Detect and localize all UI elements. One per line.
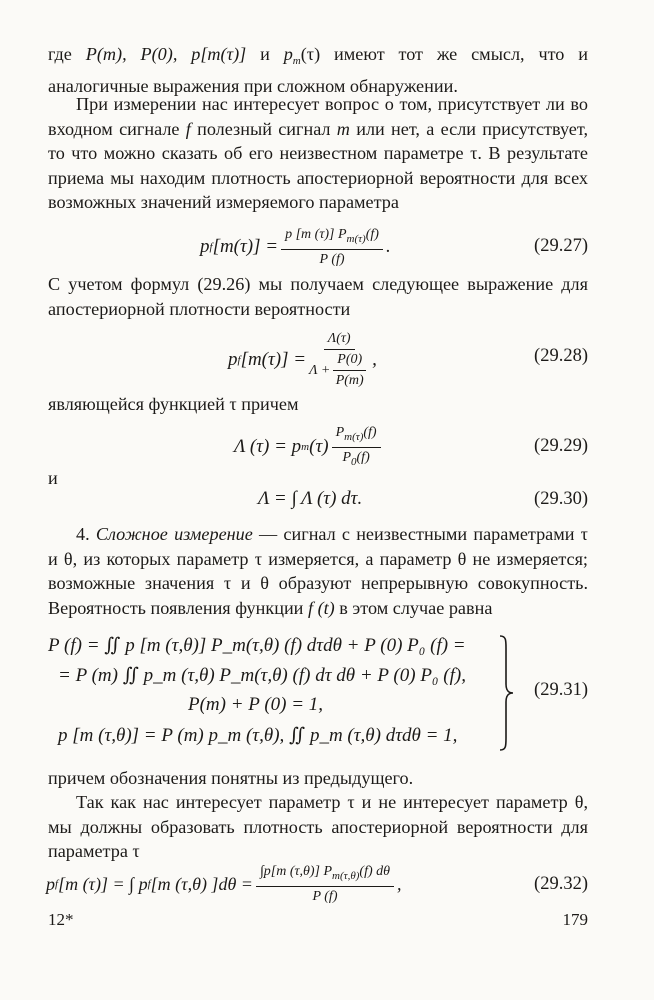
eq-den: P xyxy=(342,449,352,465)
eq-num-rest: (f) xyxy=(365,226,379,242)
eq-den-a: Λ + xyxy=(309,362,331,378)
eq-inner-fraction xyxy=(333,352,366,389)
equation-label: (29.27) xyxy=(534,236,588,256)
paragraph-3: С учетом формул (29.26) мы получаем следующее выражение для апостериорной плотности вероятности xyxy=(48,274,588,319)
eq-tail: , xyxy=(372,349,377,370)
eq-lhs-rest-2: [m (τ,θ) ]dθ = xyxy=(150,873,253,894)
term-complex-measurement: Сложное измерение xyxy=(95,524,253,544)
equation-label: (29.29) xyxy=(534,436,588,456)
eq-fraction xyxy=(332,425,381,470)
eq-sub-2: f xyxy=(147,878,151,890)
equation-label: (29.31) xyxy=(534,680,588,700)
symbol-P-m: P(m), xyxy=(85,44,141,64)
eq-den: P (f) xyxy=(319,251,345,267)
eq-num-sub: m(τ) xyxy=(346,232,366,245)
equation-29-29 xyxy=(48,422,588,472)
text-run: где xyxy=(48,44,86,64)
eq-lhs-rest: (τ) xyxy=(309,436,329,457)
eq-lhs-rest: [m (τ)] = ∫ p xyxy=(58,873,148,894)
eq-den: P (f) xyxy=(312,888,338,904)
symbol-tau: (τ) xyxy=(300,44,321,64)
eq-tail: . xyxy=(385,236,391,257)
equation-29-28 xyxy=(48,326,588,394)
paragraph-5: и xyxy=(48,468,58,488)
paragraph-7: причем обозначения понятны из предыдущего. xyxy=(48,768,414,788)
eq-lhs: p xyxy=(46,873,55,894)
eq-lhs: p xyxy=(200,236,210,257)
eq-body: Λ = ∫ Λ (τ) dτ. xyxy=(258,488,363,509)
paragraph-1: где P(m), P(0), p[m(τ)] и $p_m(\tau)$ имеют тот же смысл, что и аналогичные выражения при сложном обнаружении. xyxy=(48,44,588,96)
signature-mark: 12* xyxy=(48,910,74,929)
right-brace-icon xyxy=(496,634,516,752)
equation-label: (29.32) xyxy=(534,874,588,894)
eq-fraction xyxy=(281,227,383,268)
eq-num-sub: m(τ,θ) xyxy=(332,869,360,882)
symbol-p-m-tau: p[m(τ)] xyxy=(191,44,247,64)
eq-num-rest: (f) xyxy=(363,424,377,440)
eq-lhs-rest: [m(τ)] = xyxy=(240,349,307,370)
eq-num: p [m (τ)] P xyxy=(285,226,347,242)
symbol-m: m xyxy=(336,118,350,139)
eq-lhs-rest: [m(τ)] = xyxy=(212,236,279,257)
eq-inner-den: P(m) xyxy=(335,373,364,388)
eq-lhs: p xyxy=(228,349,238,370)
paragraph-6 xyxy=(48,522,588,620)
eq-num: Λ(τ) xyxy=(324,331,355,350)
symbol-f-t: f (t) xyxy=(307,597,335,618)
eq-fraction xyxy=(309,331,369,389)
eq-row-1: P (f) = ∬ p [m (τ,θ)] P_m(τ,θ) (f) dτdθ + P (0) P₀ (f) = xyxy=(48,635,466,656)
eq-num: ∫p[m (τ,θ)] P xyxy=(259,863,333,879)
text-run: или нет, а если присутствует, то что можно сказать об его неизвестном параметре τ. В результате приема мы находим плотность апостериорной вероятности для всех возможных значений измеряемого параметра xyxy=(48,118,588,213)
eq-row-2: = P (m) ∬ p_m (τ,θ) P_m(τ,θ) (f) dτ dθ + P (0) P₀ (f), xyxy=(58,665,466,686)
text-run: 4. xyxy=(76,524,96,544)
text-run: в этом случае равна xyxy=(334,597,493,618)
symbol-f: f xyxy=(185,118,191,139)
eq-row-4: p [m (τ,θ)] = P (m) p_m (τ,θ), ∬ p_m (τ,θ) dτdθ = 1, xyxy=(58,725,458,746)
equation-29-32 xyxy=(48,860,588,908)
eq-num-rest: (f) dθ xyxy=(359,863,391,879)
paragraph-8: Так как нас интересует параметр τ и не интересует параметр θ, мы должны образовать плотность апостериорной вероятности для параметра τ xyxy=(48,792,588,862)
text-run: — сигнал с неизвестными параметрами τ и θ, из которых параметр τ измеряется, а параметр θ не измеряется; возможные значения τ и θ образуют непрерывную совокупность. Вероятность появления функции xyxy=(48,524,588,618)
eq-sub: f xyxy=(237,354,241,366)
eq-row-3: P(m) + P (0) = 1, xyxy=(188,694,324,715)
eq-num: P xyxy=(335,424,345,440)
eq-num-sub: m(τ) xyxy=(344,430,364,443)
eq-den-rest: (f) xyxy=(356,449,370,465)
equation-label: (29.30) xyxy=(534,489,588,509)
text-run: полезный сигнал xyxy=(190,118,337,139)
equation-29-31 xyxy=(48,634,588,752)
eq-lhs: Λ (τ) = p xyxy=(234,436,302,457)
page-number: 179 xyxy=(562,910,588,929)
eq-sub: f xyxy=(209,241,213,253)
text-run: имеют тот же смысл, что и аналогичные выражения при сложном обнаружении. xyxy=(48,44,588,96)
text-run: При измерении нас интересует вопрос о том, присутствует ли во входном сигнале xyxy=(48,94,588,139)
symbol-m-sub: m xyxy=(292,55,301,67)
eq-den-sub: 0 xyxy=(351,455,357,468)
eq-sub: m xyxy=(301,441,310,453)
equation-29-27 xyxy=(48,224,588,270)
eq-inner-num: P(0) xyxy=(333,352,366,371)
paragraph-4: являющейся функцией τ причем xyxy=(48,394,299,414)
symbol-pm: p xyxy=(283,44,293,64)
equation-label: (29.28) xyxy=(534,346,588,366)
paragraph-2 xyxy=(48,92,588,215)
eq-fraction xyxy=(256,864,394,905)
symbol-P-0: P(0), xyxy=(140,44,192,64)
eq-sub: f xyxy=(55,878,59,890)
equation-29-30 xyxy=(48,486,588,516)
eq-tail: , xyxy=(397,873,402,894)
